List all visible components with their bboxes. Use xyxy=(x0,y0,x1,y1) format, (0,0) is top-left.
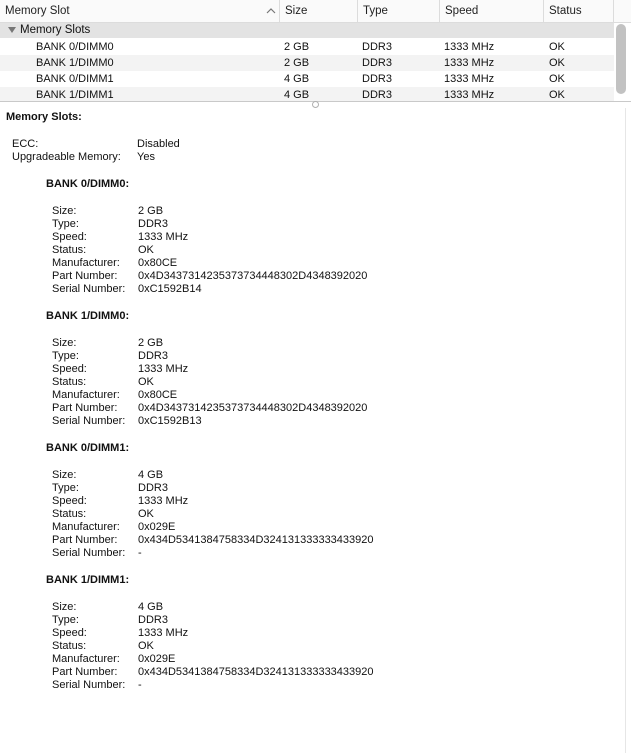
field-label: Speed: xyxy=(52,231,87,243)
bank-title: BANK 1/DIMM1: xyxy=(46,574,130,586)
field-label: Status: xyxy=(52,244,87,256)
detail-heading: Memory Slots: xyxy=(6,111,82,123)
column-header-type[interactable] xyxy=(358,0,440,22)
type-cell: DDR3 xyxy=(362,89,392,101)
bank-title: BANK 0/DIMM0: xyxy=(46,178,130,190)
field-value: 0x029E xyxy=(138,653,176,665)
slot-cell: BANK 1/DIMM1 xyxy=(36,89,114,101)
disclosure-triangle-icon[interactable] xyxy=(7,25,17,35)
field-label: Status: xyxy=(52,376,87,388)
field-label: Size: xyxy=(52,601,77,613)
field-value: DDR3 xyxy=(138,218,168,230)
field-value: OK xyxy=(138,508,154,520)
column-header-label: Memory Slot xyxy=(5,5,70,17)
field-label: Part Number: xyxy=(52,402,118,414)
field-value: 0x4D3437314235373734448302D4348392020 xyxy=(138,270,368,282)
group-label: Memory Slots xyxy=(20,24,91,36)
field-label: Type: xyxy=(52,350,79,362)
field-value: DDR3 xyxy=(138,482,168,494)
field-label: Serial Number: xyxy=(52,283,126,295)
field-value: OK xyxy=(138,376,154,388)
table-row[interactable] xyxy=(0,87,614,101)
speed-cell: 1333 MHz xyxy=(444,41,495,53)
size-cell: 4 GB xyxy=(284,89,310,101)
speed-cell: 1333 MHz xyxy=(444,89,495,101)
column-header-label: Speed xyxy=(445,5,479,17)
column-header-size[interactable] xyxy=(280,0,358,22)
field-value: 1333 MHz xyxy=(138,363,189,375)
ecc-label: ECC: xyxy=(12,138,39,150)
field-label: Part Number: xyxy=(52,534,118,546)
column-header-label: Status xyxy=(549,5,582,17)
field-value: 0x80CE xyxy=(138,257,178,269)
field-label: Manufacturer: xyxy=(52,389,120,401)
status-cell: OK xyxy=(549,73,565,85)
slot-cell: BANK 0/DIMM0 xyxy=(36,41,114,53)
table-row[interactable] xyxy=(0,55,614,71)
sort-ascending-icon[interactable] xyxy=(266,4,276,18)
field-label: Size: xyxy=(52,469,77,481)
field-value: DDR3 xyxy=(138,614,168,626)
field-value: 1333 MHz xyxy=(138,495,189,507)
field-value: 2 GB xyxy=(138,205,164,217)
bank-title: BANK 0/DIMM1: xyxy=(46,442,130,454)
memory-slot-table xyxy=(0,0,631,102)
field-label: Manufacturer: xyxy=(52,653,120,665)
field-value: 1333 MHz xyxy=(138,627,189,639)
field-value: OK xyxy=(138,640,154,652)
field-label: Manufacturer: xyxy=(52,257,120,269)
speed-cell: 1333 MHz xyxy=(444,57,495,69)
field-value: 0xC1592B13 xyxy=(138,415,202,427)
field-value: 0x80CE xyxy=(138,389,178,401)
field-label: Speed: xyxy=(52,495,87,507)
table-scrollbar[interactable] xyxy=(616,24,626,94)
field-value: 2 GB xyxy=(138,337,164,349)
status-cell: OK xyxy=(549,57,565,69)
status-cell: OK xyxy=(549,41,565,53)
field-value: - xyxy=(138,547,142,559)
field-label: Status: xyxy=(52,508,87,520)
speed-cell: 1333 MHz xyxy=(444,73,495,85)
column-header-label: Type xyxy=(363,5,388,17)
type-cell: DDR3 xyxy=(362,57,392,69)
column-header-speed[interactable] xyxy=(440,0,544,22)
field-label: Speed: xyxy=(52,363,87,375)
group-row-memory-slots[interactable] xyxy=(0,23,614,38)
upgradeable-label: Upgradeable Memory: xyxy=(12,151,121,163)
field-label: Size: xyxy=(52,337,77,349)
size-cell: 2 GB xyxy=(284,57,310,69)
table-header xyxy=(0,0,631,23)
field-label: Speed: xyxy=(52,627,87,639)
size-cell: 2 GB xyxy=(284,41,310,53)
field-value: 4 GB xyxy=(138,601,164,613)
splitter-handle[interactable] xyxy=(312,101,319,108)
field-label: Serial Number: xyxy=(52,415,126,427)
field-label: Size: xyxy=(52,205,77,217)
field-value: 0x434D5341384758334D324131333333433920 xyxy=(138,534,374,546)
table-row[interactable] xyxy=(0,39,614,55)
field-label: Type: xyxy=(52,614,79,626)
field-label: Serial Number: xyxy=(52,679,126,691)
field-value: DDR3 xyxy=(138,350,168,362)
column-header-status[interactable] xyxy=(544,0,614,22)
slot-cell: BANK 0/DIMM1 xyxy=(36,73,114,85)
size-cell: 4 GB xyxy=(284,73,310,85)
field-label: Part Number: xyxy=(52,666,118,678)
bank-title: BANK 1/DIMM0: xyxy=(46,310,130,322)
slot-cell: BANK 1/DIMM0 xyxy=(36,57,114,69)
detail-pane xyxy=(0,108,631,753)
field-value: 0x434D5341384758334D324131333333433920 xyxy=(138,666,374,678)
column-header-label: Size xyxy=(285,5,308,17)
upgradeable-value: Yes xyxy=(137,151,155,163)
status-cell: OK xyxy=(549,89,565,101)
column-header-memory-slot[interactable] xyxy=(0,0,280,22)
field-value: 4 GB xyxy=(138,469,164,481)
field-label: Serial Number: xyxy=(52,547,126,559)
table-row[interactable] xyxy=(0,71,614,87)
field-label: Type: xyxy=(52,218,79,230)
type-cell: DDR3 xyxy=(362,41,392,53)
field-label: Manufacturer: xyxy=(52,521,120,533)
field-value: 0x029E xyxy=(138,521,176,533)
ecc-value: Disabled xyxy=(137,138,180,150)
field-value: 0xC1592B14 xyxy=(138,283,202,295)
field-label: Status: xyxy=(52,640,87,652)
field-label: Type: xyxy=(52,482,79,494)
field-value: OK xyxy=(138,244,154,256)
field-value: 1333 MHz xyxy=(138,231,189,243)
field-value: 0x4D3437314235373734448302D4348392020 xyxy=(138,402,368,414)
field-value: - xyxy=(138,679,142,691)
field-label: Part Number: xyxy=(52,270,118,282)
type-cell: DDR3 xyxy=(362,73,392,85)
